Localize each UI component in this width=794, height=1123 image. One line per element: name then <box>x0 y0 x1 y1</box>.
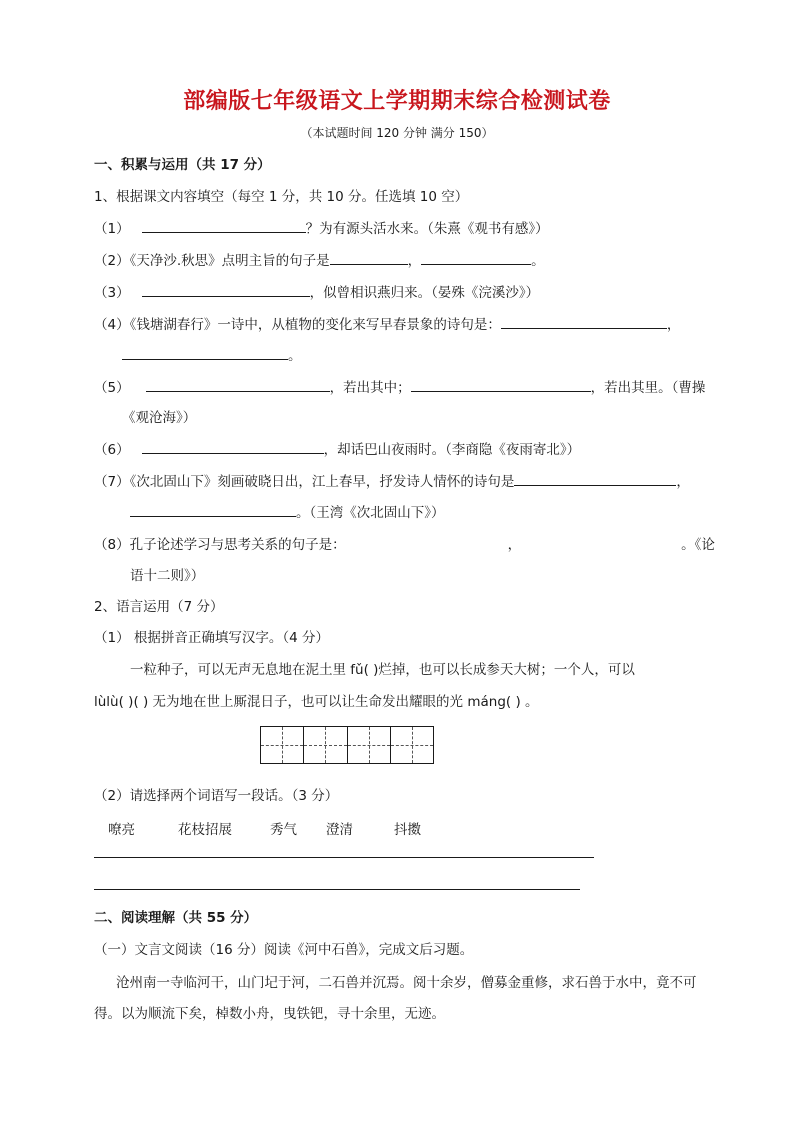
item-text: 《天净沙.秋思》点明主旨的句子是 <box>129 253 330 269</box>
fill-blank[interactable] <box>142 219 306 233</box>
word-option: 花枝招展 <box>178 822 232 838</box>
q1-item-5 <box>94 378 705 397</box>
q2-paragraph-line2: lùlù( )( ) 无为地在世上厮混日子，也可以让生命发出耀眼的光 máng( ) 。 <box>94 694 539 710</box>
item-text: 。（王湾《次北固山下》） <box>296 505 445 521</box>
item-text: ，似曾相识燕归来。（晏殊《浣溪沙》） <box>309 285 540 301</box>
fill-blank[interactable] <box>330 251 408 265</box>
item-number: （1） <box>94 221 130 237</box>
writing-line[interactable] <box>94 889 580 890</box>
passage-line1: 沧州南一寺临河干，山门圮于河，二石兽并沉焉。阅十余岁，僧募金重修，求石兽于水中，竟不可 <box>116 975 697 991</box>
passage-line2: 得。以为顺流下矣，棹数小舟，曳铁钯，寻十余里，无迹。 <box>94 1006 445 1022</box>
q1-item-8-cont: 语十二则》） <box>130 568 205 584</box>
item-text: ，却话巴山夜雨时。（李商隐《夜雨寄北》） <box>323 442 581 458</box>
q1-prompt: 1、根据课文内容填空（每空 1 分，共 10 分。任选填 10 空） <box>94 189 469 205</box>
fill-blank[interactable] <box>146 378 330 392</box>
item-text: ， <box>407 253 422 269</box>
item-text: 孔子论述学习与思考关系的句子是： <box>129 537 346 553</box>
item-number: （4） <box>94 317 130 333</box>
word-option: 秀气 <box>270 822 297 838</box>
q1-item-2 <box>94 251 545 270</box>
q1-item-1 <box>94 219 549 238</box>
q2-paragraph-line1: 一粒种子，可以无声无息地在泥土里 fǔ( )烂掉，也可以长成参天大树；一个人，可以 <box>130 662 635 678</box>
item-number: （5） <box>94 380 130 396</box>
q1-item-4 <box>94 315 680 334</box>
word-option: 澄清 <box>326 822 353 838</box>
item-number: （6） <box>94 442 130 458</box>
fill-blank[interactable] <box>421 251 531 265</box>
item-text: ，若出其中； <box>329 380 411 396</box>
section1-heading: 一、积累与运用（共 17 分） <box>94 157 271 173</box>
grid-cell[interactable] <box>348 727 391 763</box>
item-text: 。 <box>531 253 545 269</box>
page-subtitle: （本试题时间 120 分钟 满分 150） <box>300 126 494 140</box>
fill-blank[interactable] <box>122 346 288 360</box>
word-option: 嘹亮 <box>108 822 135 838</box>
q2-prompt: 2、语言运用（7 分） <box>94 599 224 615</box>
page-title: 部编版七年级语文上学期期末综合检测试卷 <box>183 89 611 114</box>
section2-heading: 二、阅读理解（共 55 分） <box>94 910 258 926</box>
item-number: （3） <box>94 285 130 301</box>
reading-part1-label: （一）文言文阅读（16 分）阅读《河中石兽》，完成文后习题。 <box>94 942 474 958</box>
q1-item-6 <box>94 440 580 459</box>
q1-item-8 <box>94 536 715 554</box>
item-text: 《钱塘湖春行》一诗中，从植物的变化来写早春景象的诗句是： <box>129 317 501 333</box>
q1-item-4-cont <box>122 346 302 365</box>
q1-item-3 <box>94 283 539 302</box>
item-text: ， <box>507 537 522 553</box>
grid-cell[interactable] <box>304 727 347 763</box>
q2-sub2-label: （2）请选择两个词语写一段话。（3 分） <box>94 788 339 804</box>
q1-item-7-cont <box>130 503 445 522</box>
fill-blank[interactable] <box>142 440 324 454</box>
item-text: ， <box>676 474 690 490</box>
item-text: 。 <box>288 348 302 364</box>
character-grid[interactable] <box>260 726 434 764</box>
q1-item-7 <box>94 472 690 491</box>
item-text: ， <box>666 317 681 333</box>
fill-blank[interactable] <box>130 503 296 517</box>
fill-blank[interactable] <box>501 315 667 329</box>
fill-blank[interactable] <box>514 472 676 486</box>
item-number: （2） <box>94 253 130 269</box>
word-option: 抖擞 <box>394 822 421 838</box>
item-number: （7） <box>94 474 130 490</box>
item-text: ？为有源头活水来。（朱熹《观书有感》） <box>305 221 549 237</box>
item-text: 《次北固山下》刻画破晓日出，江上春早，抒发诗人情怀的诗句是 <box>129 474 515 490</box>
writing-line[interactable] <box>94 857 594 858</box>
q1-item-5-cont: 《观沧海》） <box>122 410 197 426</box>
q2-sub1-label: （1） 根据拼音正确填写汉字。（4 分） <box>94 630 330 646</box>
item-text: ，若出其里。（曹操 <box>590 380 706 396</box>
fill-blank[interactable] <box>411 378 591 392</box>
item-text: 。《论 <box>681 537 715 553</box>
grid-cell[interactable] <box>391 727 433 763</box>
fill-blank[interactable] <box>142 283 310 297</box>
grid-cell[interactable] <box>261 727 304 763</box>
item-number: （8） <box>94 537 130 553</box>
